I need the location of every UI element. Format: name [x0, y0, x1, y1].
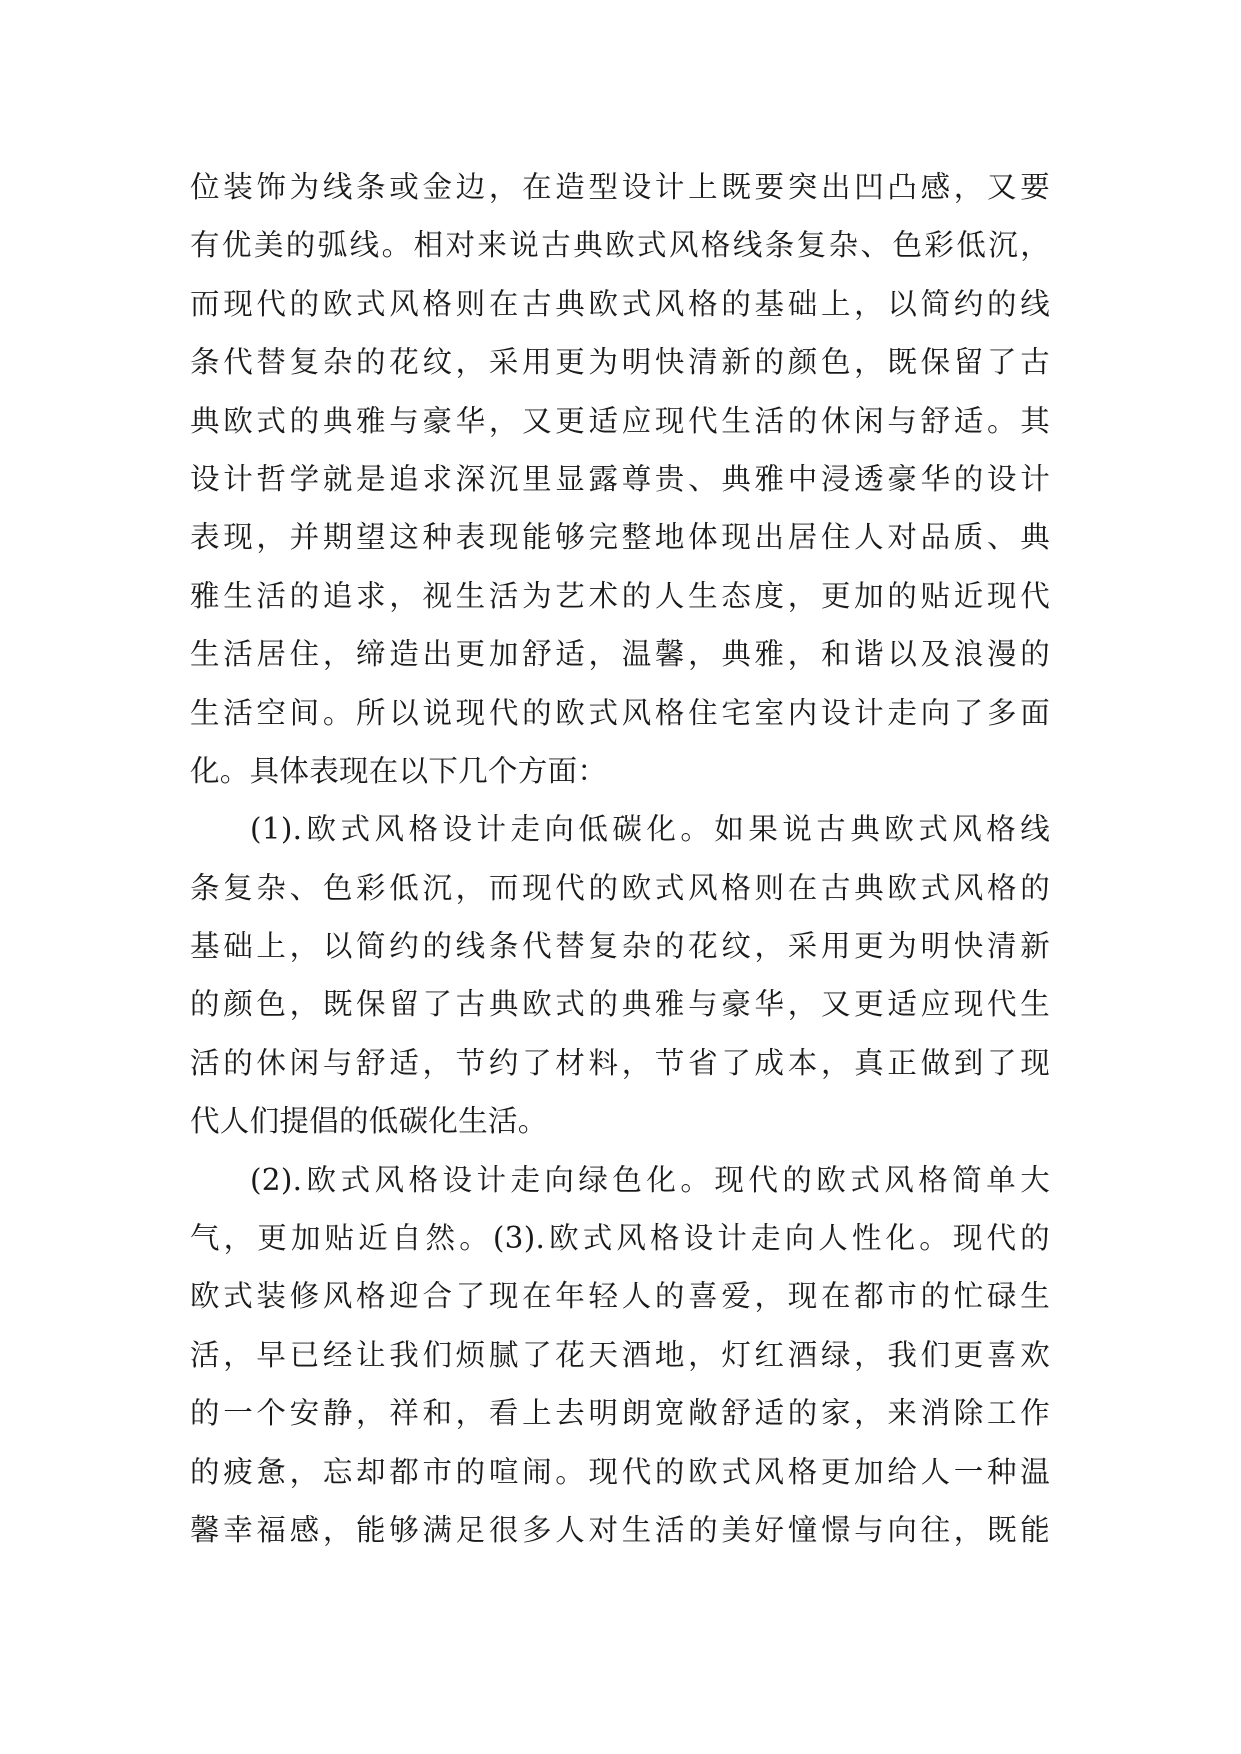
paragraph-1-start: (1).欧式风格设计走向低碳化。如果说古典欧式风格线 [250, 812, 1050, 847]
text-line: 的颜色，既保留了古典欧式的典雅与豪华，又更适应现代生 [190, 987, 1050, 1022]
text-line: 生活空间。所以说现代的欧式风格住宅室内设计走向了多面 [190, 695, 1050, 730]
text-line: 设计哲学就是追求深沉里显露尊贵、典雅中浸透豪华的设计 [190, 461, 1050, 496]
text-line: 表现，并期望这种表现能够完整地体现出居住人对品质、典 [190, 520, 1050, 555]
text-line: 而现代的欧式风格则在古典欧式风格的基础上，以简约的线 [190, 286, 1050, 321]
text-line: 代人们提倡的低碳化生活。 [190, 1104, 548, 1139]
body-text [190, 158, 1050, 1559]
text-line: 活的休闲与舒适，节约了材料，节省了成本，真正做到了现 [190, 1045, 1050, 1080]
text-line: 生活居住，缔造出更加舒适，温馨，典雅，和谐以及浪漫的 [190, 637, 1050, 672]
text-line: 馨幸福感，能够满足很多人对生活的美好憧憬与向往，既能 [190, 1512, 1050, 1547]
text-line: 典欧式的典雅与豪华，又更适应现代生活的休闲与舒适。其 [190, 403, 1050, 438]
paragraph-2-start: (2).欧式风格设计走向绿色化。现代的欧式风格简单大 [250, 1162, 1050, 1197]
text-line: 的疲惫，忘却都市的喧闹。现代的欧式风格更加给人一种温 [190, 1454, 1050, 1489]
text-line: 气，更加贴近自然。(3).欧式风格设计走向人性化。现代的 [190, 1221, 1050, 1256]
text-line: 活，早已经让我们烦腻了花天酒地，灯红酒绿，我们更喜欢 [190, 1337, 1050, 1372]
text-line: 条代替复杂的花纹，采用更为明快清新的颜色，既保留了古 [190, 345, 1050, 380]
text-line: 基础上，以简约的线条代替复杂的花纹，采用更为明快清新 [190, 929, 1050, 964]
text-line: 化。具体表现在以下几个方面： [190, 753, 608, 788]
text-line: 雅生活的追求，视生活为艺术的人生态度，更加的贴近现代 [190, 578, 1050, 613]
text-line: 欧式装修风格迎合了现在年轻人的喜爱，现在都市的忙碌生 [190, 1279, 1050, 1314]
text-line: 条复杂、色彩低沉，而现代的欧式风格则在古典欧式风格的 [190, 870, 1050, 905]
text-line: 有优美的弧线。相对来说古典欧式风格线条复杂、色彩低沉， [190, 228, 1050, 263]
text-line: 位装饰为线条或金边，在造型设计上既要突出凹凸感，又要 [190, 170, 1050, 204]
text-line: 的一个安静，祥和，看上去明朗宽敞舒适的家，来消除工作 [190, 1396, 1050, 1431]
